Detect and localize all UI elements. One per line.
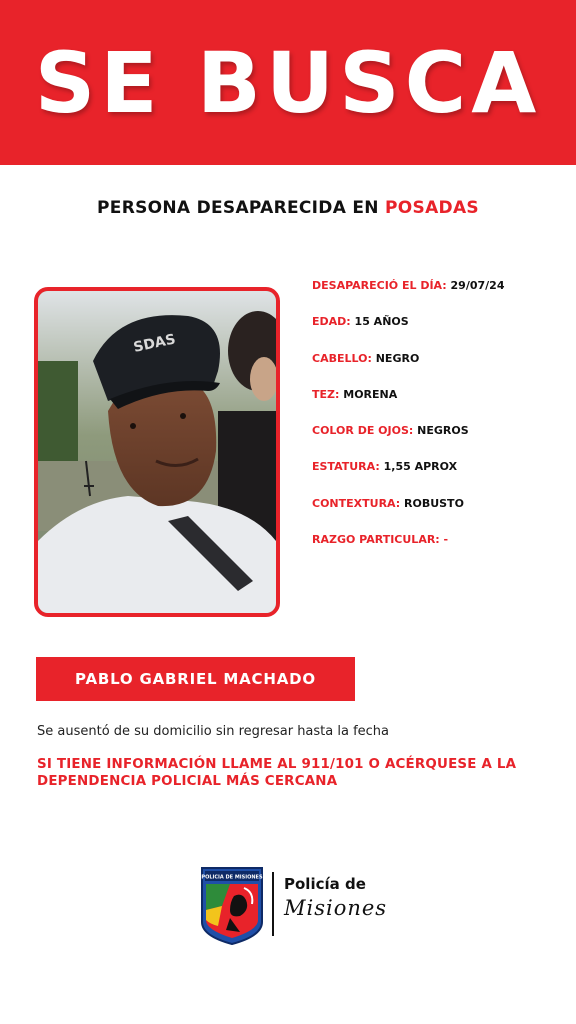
logo-title: Policía de [284,875,366,893]
photo-illustration [38,291,276,613]
absence-note: Se ausentó de su domicilio sin regresar hasta la fecha [37,724,390,739]
contact-alert [37,756,557,790]
alert-line-2: DEPENDENCIA POLICIAL MÁS CERCANA [37,774,338,789]
detail-value: MORENA [343,387,398,401]
detail-row [312,424,562,460]
police-logo [200,866,400,946]
subtitle [0,198,576,218]
detail-value: NEGROS [417,424,469,438]
detail-value: 1,55 APROX [383,460,458,474]
detail-row [312,497,562,533]
detail-row [312,352,562,388]
detail-label: DESAPARECIÓ EL DÍA: [312,279,447,292]
header-banner [0,0,576,165]
subtitle-place: POSADAS [385,198,479,218]
detail-row [312,533,562,569]
detail-value: NEGRO [375,351,420,365]
person-name: PABLO GABRIEL MACHADO [75,670,316,688]
police-shield-icon [200,866,264,946]
detail-label: EDAD: [312,315,351,329]
subtitle-prefix: PERSONA DESAPARECIDA EN [97,198,379,218]
detail-row [312,460,562,496]
logo-divider [272,872,274,936]
logo-script: Misiones [284,896,388,920]
detail-label: TEZ: [312,387,340,401]
detail-row [312,279,562,315]
detail-value: ROBUSTO [404,496,464,510]
detail-value: - [443,533,449,547]
detail-label: CONTEXTURA: [312,496,401,510]
alert-line-1: SI TIENE INFORMACIÓN LLAME AL 911/101 O ACÉRQUESE A LA [37,757,517,772]
detail-label: RAZGO PARTICULAR: [312,533,440,547]
detail-row [312,388,562,424]
detail-label: COLOR DE OJOS: [312,424,414,438]
detail-label: ESTATURA: [312,460,380,474]
person-photo [34,287,280,617]
details-list [312,279,562,569]
detail-value: 29/07/24 [450,279,505,292]
detail-value: 15 AÑOS [354,315,409,329]
svg-text:SDAS: SDAS [132,331,178,356]
detail-row [312,315,562,351]
name-banner [36,657,355,701]
detail-label: CABELLO: [312,351,372,365]
shield-label: POLICIA DE MISIONES [201,874,263,881]
page-title: SE BUSCA [34,33,542,132]
